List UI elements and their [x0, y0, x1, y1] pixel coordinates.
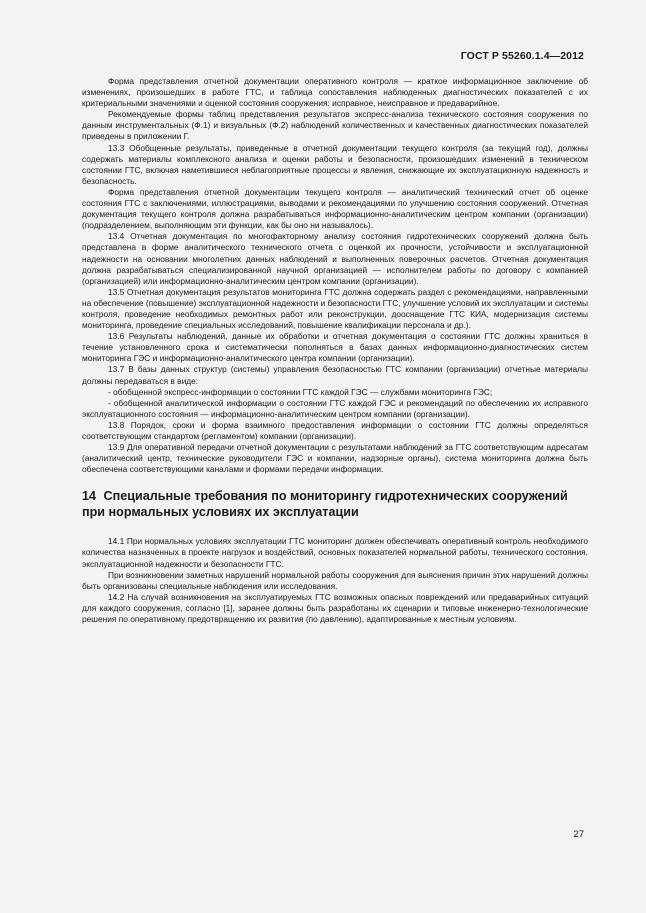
- paragraph: 13.6 Результаты наблюдений, данные их обработки и отчетная документация о состоянии ГТС должны храниться в течение установленного срока и систематически пополняться в базах данных информационно-диагностических систем мониторинга ГЭС и информационно-аналитического центра компании (организации).: [82, 331, 588, 364]
- list-item: - обобщенной экспресс-информации о состоянии ГТС каждой ГЭС — службами мониторинга ГЭС;: [108, 386, 493, 397]
- paragraph: 14.2 На случай возникновения на эксплуатируемых ГТС возможных опасных повреждений или предаварийных ситуаций для каждого сооружения, согласно [1], заранее должны быть разработаны их сценарии и типовые инженерно-технологические решения по оперативному предотвращению их развития (по давлению), адаптированные к местным условиям.: [82, 591, 588, 625]
- paragraph: 13.7 В базы данных структур (системы) управления безопасностью ГТС компании (организации) отчетные материалы должны передаваться в виде:: [82, 364, 588, 386]
- paragraph: Форма представления отчетной документации текущего контроля — аналитический технический отчет об оценке состояния ГТС с заключениями, иллюстрациями, выводами и рекомендациями по улучшению состояния сооружений. Отчетная документация текущего контроля должна разрабатываться информационно-аналитическим центром компании (организации) (подразделением, выполняющим эти функции, как бы оно ни называлось).: [82, 186, 588, 231]
- list-item: - обобщенной аналитической информации о состоянии ГТС каждой ГЭС и рекомендаций по обеспечению их исправного эксплуатационного состояния — информационно-аналитическим центром компании (организации).: [82, 397, 588, 419]
- standard-header: ГОСТ Р 55260.1.4—2012: [460, 50, 584, 62]
- paragraph: 14.1 При нормальных условиях эксплуатации ГТС мониторинг должен обеспечивать оперативный контроль необходимого количества назначенных в проекте нагрузок и воздействий, основных показателей нормальной работы, технического состояния, эксплуатационной надежности и безопасности ГТС.: [82, 536, 588, 569]
- paragraph: 13.3 Обобщенные результаты, приведенные в отчетной документации текущего контроля (за текущий год), должны содержать материалы комплексного анализа и оценки работы и безопасности, произошедших изменений в техническом состоянии ГТС, включая наметившиеся неблагоприятные процессы и явления, снижающие их эксплуатационную надежность и безопасность.: [82, 142, 588, 186]
- paragraph: 13.4 Отчетная документация по многофакторному анализу состояния гидротехнических сооружений должна быть представлена в форме аналитического технического отчета с оценкой их прочности, устойчивости и эксплуатационной надежности на основании многолетних данных наблюдений и выполненных поверочных расчетов. Отчетная документация должна разрабатываться специализированной научной организацией — исполнителем работы по договору с компанией (организацией) или информационно-аналитическим центром компании (организации).: [82, 231, 588, 286]
- paragraph: 13.5 Отчетная документация результатов мониторинга ГТС должна содержать раздел с рекомендациями, направленными на обеспечение (повышение) эксплуатационной надежности и безопасности ГТС, улучшение условий их эксплуатации и системы контроля, проведение необходимых ремонтных работ или реконструкции, дооснащение ГТС КИА, модернизация системы мониторинга, проведение специальных исследований, повышение квалификации персонала и др.).: [82, 286, 588, 331]
- section-heading: [82, 489, 588, 520]
- paragraph: Рекомендуемые формы таблиц представления результатов экспресс-анализа технического состояния сооружения по данным инструментальных (Ф.1) и визуальных (Ф.2) наблюдений количественных и качественных диагностических показателей приведены в приложении Г.: [82, 109, 588, 142]
- page-number: 27: [573, 829, 584, 840]
- section-number: 14: [82, 489, 97, 504]
- document-body: [82, 76, 588, 625]
- section-title: Специальные требования по мониторингу гидротехнических сооружений при нормальных условиях их эксплуатации: [82, 489, 568, 519]
- paragraph: Форма представления отчетной документации оперативного контроля — краткое информационное заключение об изменениях, произошедших в работе ГТС, и таблица сопоставления наблюденных диагностических показателей с их критериальными значениями и оценкой состояния сооружения: исправное, неисправное и предаварийное.: [82, 76, 588, 109]
- paragraph: При возникновении заметных нарушений нормальной работы сооружения для выяснения причин этих нарушений должны быть организованы специальные наблюдения или исследования.: [82, 569, 588, 591]
- paragraph: 13.8 Порядок, сроки и форма взаимного предоставления информации о состоянии ГТС должны определяться соответствующим стандартом (регламентом) компании (организации).: [82, 419, 588, 441]
- paragraph: 13.9 Для оперативной передачи отчетной документации с результатами наблюдений за ГТС соответствующим адресатам (аналитический центр, технические руководители ГЭС и компании, надзорные органы), система мониторинга должна быть обеспечена соответствующими каналами и формами передачи информации.: [82, 442, 588, 475]
